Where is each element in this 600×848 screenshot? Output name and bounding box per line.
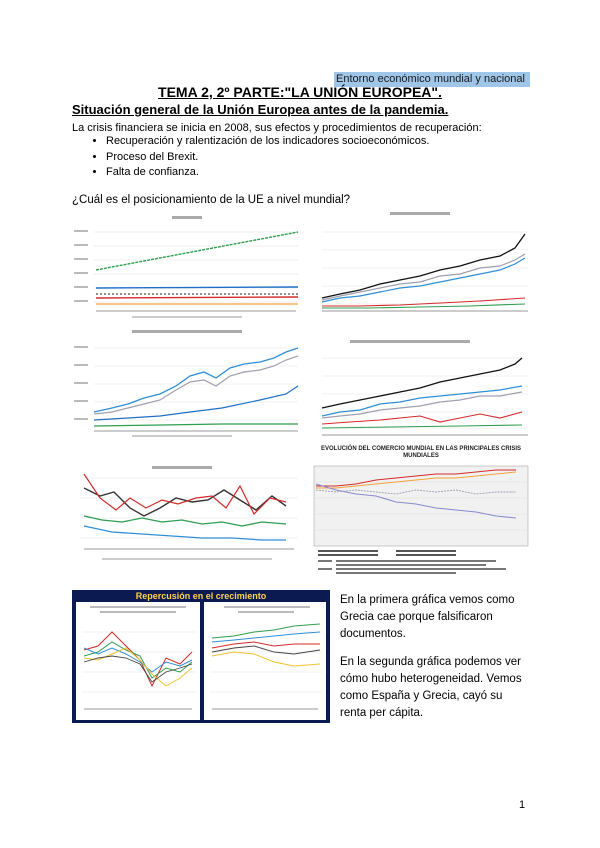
page-title: TEMA 2, 2º PARTE:"LA UNIÓN EUROPEA". [158,84,442,100]
growth-impact-panel [72,590,330,723]
paragraph-2: En la segunda gráfica podemos ver cómo hubo heterogeneidad. Vemos como España y Grecia, cayó su renta per cápita. [340,656,522,719]
chart-gdp [310,210,532,322]
page-number: 1 [519,799,526,811]
bullet-item: • Falta de confianza. [106,165,429,181]
question-text: ¿Cuál es el posicionamiento de la UE a nivel mundial? [72,194,351,206]
growth-impact-title: Repercusión en el crecimiento [135,591,267,601]
chart-population [72,212,304,324]
intro-text: La crisis financiera se inicia en 2008, sus efectos y procedimientos de recuperación: [72,122,482,134]
header-tag: Entorno económico mundial y nacional [334,72,530,87]
growth-chart-left [76,602,200,720]
bullet-list [72,134,429,181]
paragraph-1: En la primera gráfica vemos como Grecia cae porque falsificaron documentos. [340,594,515,640]
chart-trade [72,328,304,440]
growth-chart-right [204,602,326,720]
bullet-item: • Proceso del Brexit. [106,150,429,166]
chart-world-trade [306,446,536,580]
section-subtitle: Situación general de la Unión Europea antes de la pandemia. [72,102,449,117]
world-trade-chart-title: EVOLUCIÓN DEL COMERCIO MUNDIAL EN LAS PRINCIPALES CRISIS MUNDIALES [320,446,521,459]
chart-exports [310,338,532,444]
bullet-item: • Recuperación y ralentización de los indicadores socioeconómicos. [106,134,429,150]
chart-unemployment [72,448,304,572]
